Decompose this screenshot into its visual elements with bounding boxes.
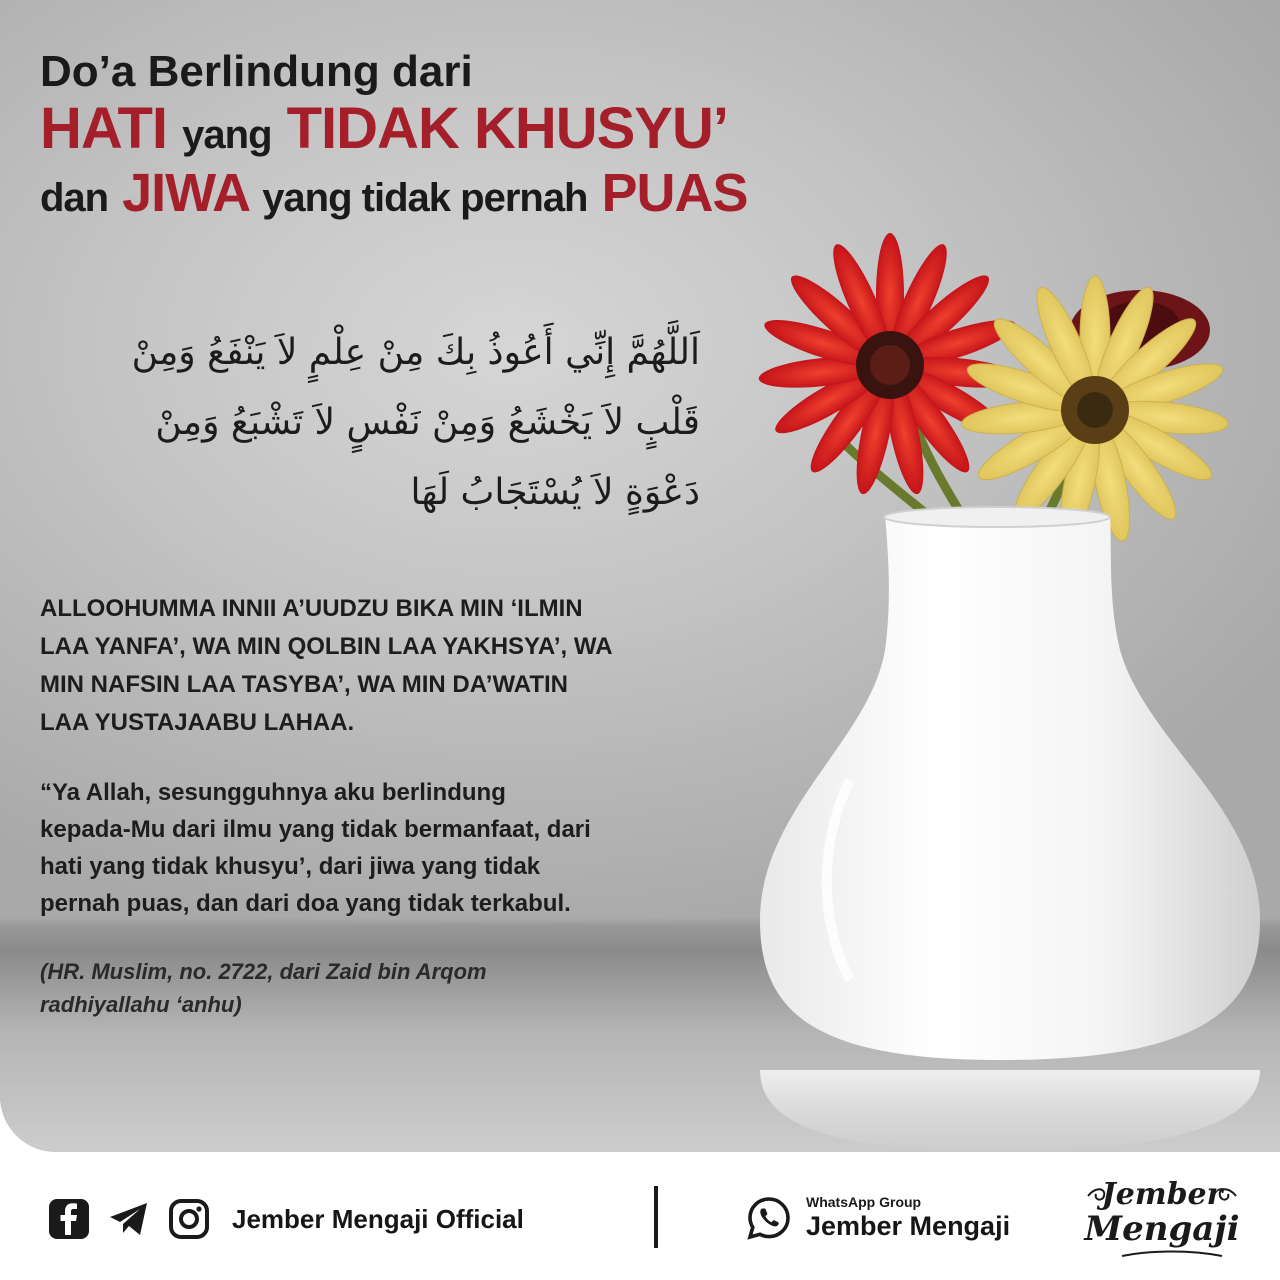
title-word-tidak-khusyu: TIDAK KHUSYU’: [286, 96, 728, 161]
vase-rim: [884, 507, 1110, 527]
white-vase: [760, 515, 1260, 1060]
latin-transliteration: [40, 590, 680, 742]
title-line-1: Do’a Berlindung dari: [40, 47, 473, 96]
translation-line-4: pernah puas, dan dari doa yang tidak terkabul.: [40, 890, 571, 917]
source-line-2: radhiyallahu ‘anhu): [40, 992, 242, 1017]
title-word-jiwa: JIWA: [122, 163, 249, 223]
social-links: [46, 1196, 524, 1242]
translation-text: [40, 774, 680, 922]
arabic-line-3: دَعْوَةٍ لاَ يُسْتَجَابُ لَهَا: [410, 472, 700, 513]
title-word-yang-tidak-pernah: yang tidak pernah: [262, 176, 588, 220]
vase-reflection: [760, 1070, 1260, 1152]
latin-line-4: LAA YUSTAJAABU LAHAA.: [40, 709, 355, 736]
whatsapp-icon: [746, 1195, 792, 1241]
facebook-icon[interactable]: [46, 1196, 92, 1242]
latin-line-3: MIN NAFSIN LAA TASYBA’, WA MIN DA’WATIN: [40, 671, 568, 698]
logo-line-2: Mengaji: [1084, 1209, 1240, 1249]
vase-with-flowers-image: [700, 220, 1280, 1152]
instagram-icon[interactable]: [166, 1196, 212, 1242]
latin-line-2: LAA YANFA’, WA MIN QOLBIN LAA YAKHSYA’, WA: [40, 633, 613, 660]
whatsapp-group-name: Jember Mengaji: [806, 1211, 1011, 1241]
title-line-3: [40, 163, 748, 223]
translation-line-2: kepada-Mu dari ilmu yang tidak bermanfaat, dari: [40, 816, 591, 843]
translation-line-1: “Ya Allah, sesungguhnya aku berlindung: [40, 779, 506, 806]
source-line-1: (HR. Muslim, no. 2722, dari Zaid bin Arqom: [40, 959, 487, 984]
whatsapp-text: [806, 1194, 1010, 1242]
arabic-prayer: [60, 318, 700, 528]
arabic-line-1: اَللَّهُمَّ إِنِّي أَعُوذُ بِكَ مِنْ عِلْمٍ لاَ يَنْفَعُ وَمِنْ: [131, 332, 700, 373]
hadith-source: [40, 955, 640, 1021]
telegram-icon[interactable]: [106, 1196, 152, 1242]
logo-swirl: [1082, 1170, 1242, 1262]
social-account-name: Jember Mengaji Official: [232, 1203, 524, 1234]
brand-logo: [1082, 1170, 1242, 1262]
title-word-puas: PUAS: [601, 163, 748, 223]
whatsapp-group-label: WhatsApp Group: [806, 1194, 922, 1210]
title-line-2: [40, 96, 748, 161]
title-word-dan: dan: [40, 176, 109, 220]
page-title: [40, 47, 748, 223]
footer-divider: [654, 1186, 658, 1248]
title-word-yang: yang: [182, 113, 272, 157]
whatsapp-group[interactable]: [746, 1194, 1010, 1242]
arabic-line-2: قَلْبٍ لاَ يَخْشَعُ وَمِنْ نَفْسٍ لاَ تَشْبَعُ وَمِنْ: [155, 402, 700, 443]
latin-line-1: ALLOOHUMMA INNII A’UUDZU BIKA MIN ‘ILMIN: [40, 595, 583, 622]
title-word-hati: HATI: [40, 96, 168, 161]
logo-line-1: Jember: [1101, 1177, 1223, 1212]
translation-line-3: hati yang tidak khusyu’, dari jiwa yang tidak: [40, 853, 541, 880]
